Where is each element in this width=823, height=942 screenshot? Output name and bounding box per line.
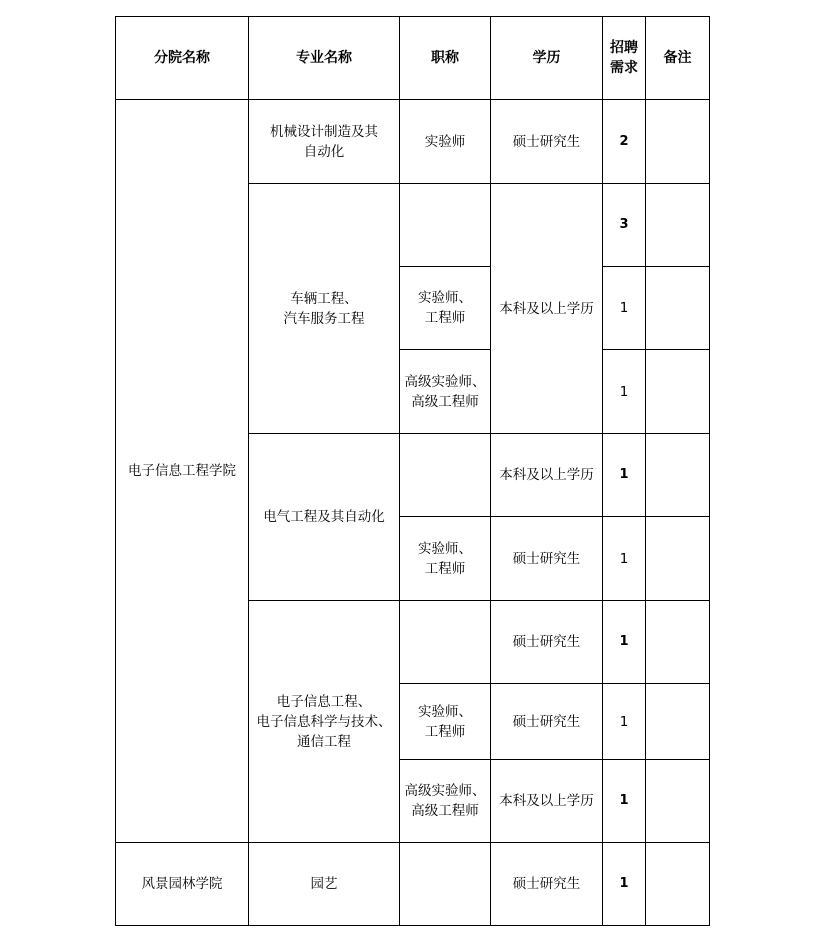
recruitment-table bbox=[115, 16, 710, 926]
demand-cell: 2 bbox=[603, 100, 646, 184]
title-cell: 高级实验师、 高级工程师 bbox=[400, 760, 491, 843]
title-cell bbox=[400, 184, 491, 267]
table-row bbox=[116, 843, 710, 926]
title-cell bbox=[400, 843, 491, 926]
remark-cell bbox=[646, 350, 710, 434]
header-title: 职称 bbox=[400, 17, 491, 100]
header-major: 专业名称 bbox=[249, 17, 400, 100]
education-cell: 本科及以上学历 bbox=[491, 760, 603, 843]
education-cell: 硕士研究生 bbox=[491, 684, 603, 760]
header-remark: 备注 bbox=[646, 17, 710, 100]
demand-cell: 1 bbox=[603, 601, 646, 684]
remark-cell bbox=[646, 843, 710, 926]
education-cell: 硕士研究生 bbox=[491, 517, 603, 601]
demand-cell: 3 bbox=[603, 184, 646, 267]
header-demand: 招聘 需求 bbox=[603, 17, 646, 100]
demand-cell: 1 bbox=[603, 434, 646, 517]
remark-cell bbox=[646, 100, 710, 184]
title-cell: 实验师、 工程师 bbox=[400, 684, 491, 760]
college-cell: 风景园林学院 bbox=[116, 843, 249, 926]
major-cell: 机械设计制造及其 自动化 bbox=[249, 100, 400, 184]
remark-cell bbox=[646, 601, 710, 684]
demand-cell: 1 bbox=[603, 350, 646, 434]
remark-cell bbox=[646, 517, 710, 601]
remark-cell bbox=[646, 434, 710, 517]
education-cell: 硕士研究生 bbox=[491, 843, 603, 926]
remark-cell bbox=[646, 267, 710, 350]
title-cell: 高级实验师、 高级工程师 bbox=[400, 350, 491, 434]
remark-cell bbox=[646, 184, 710, 267]
title-cell bbox=[400, 434, 491, 517]
header-education: 学历 bbox=[491, 17, 603, 100]
header-row bbox=[116, 17, 710, 100]
title-cell: 实验师、 工程师 bbox=[400, 517, 491, 601]
title-cell: 实验师 bbox=[400, 100, 491, 184]
major-cell: 电子信息工程、 电子信息科学与技术、 通信工程 bbox=[249, 601, 400, 843]
demand-cell: 1 bbox=[603, 684, 646, 760]
remark-cell bbox=[646, 684, 710, 760]
major-cell: 车辆工程、 汽车服务工程 bbox=[249, 184, 400, 434]
college-cell: 电子信息工程学院 bbox=[116, 100, 249, 843]
education-cell: 硕士研究生 bbox=[491, 601, 603, 684]
title-cell bbox=[400, 601, 491, 684]
demand-cell: 1 bbox=[603, 760, 646, 843]
demand-cell: 1 bbox=[603, 843, 646, 926]
demand-cell: 1 bbox=[603, 267, 646, 350]
major-cell: 园艺 bbox=[249, 843, 400, 926]
title-cell: 实验师、 工程师 bbox=[400, 267, 491, 350]
demand-cell: 1 bbox=[603, 517, 646, 601]
education-cell: 硕士研究生 bbox=[491, 100, 603, 184]
education-cell: 本科及以上学历 bbox=[491, 434, 603, 517]
header-college: 分院名称 bbox=[116, 17, 249, 100]
education-cell: 本科及以上学历 bbox=[491, 184, 603, 434]
major-cell: 电气工程及其自动化 bbox=[249, 434, 400, 601]
table-row bbox=[116, 100, 710, 184]
remark-cell bbox=[646, 760, 710, 843]
